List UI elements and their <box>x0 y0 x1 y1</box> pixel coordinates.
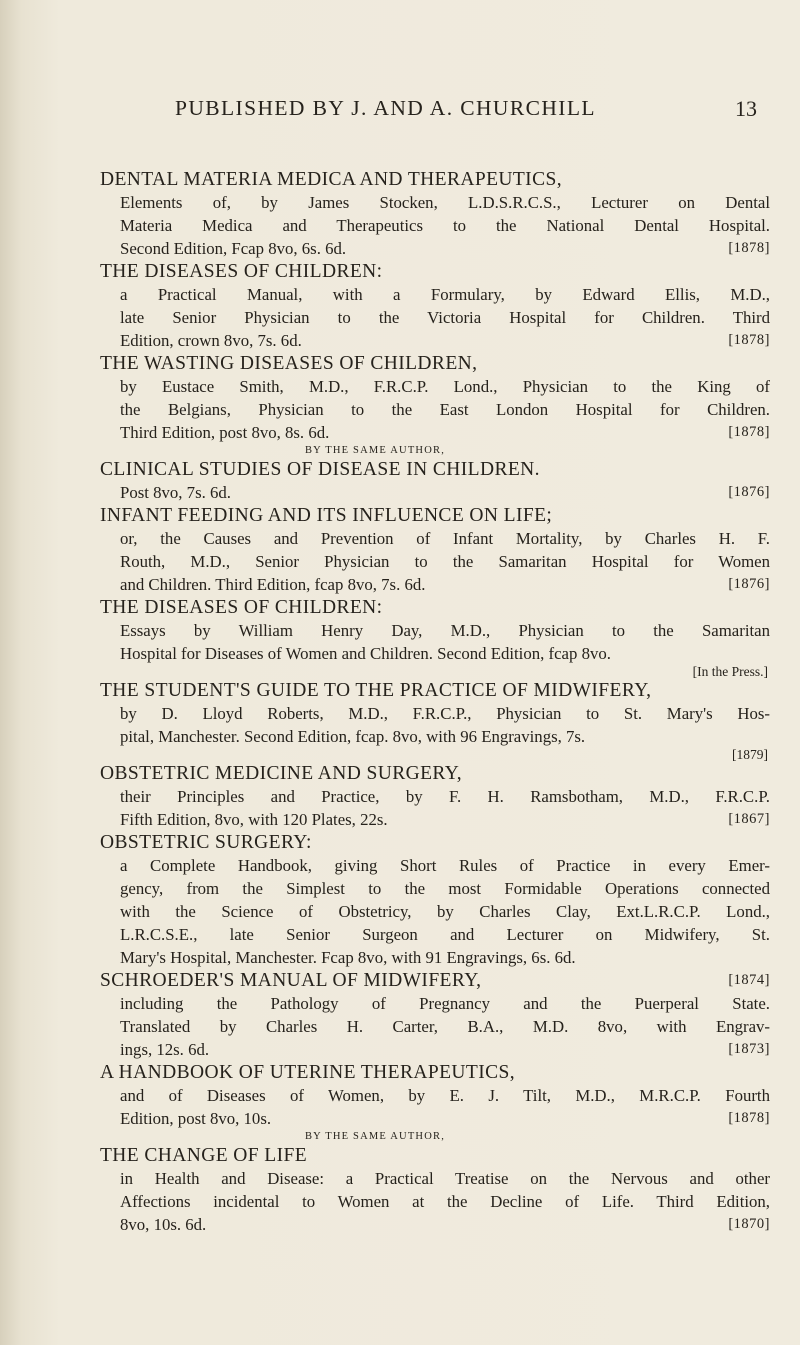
entry-line <box>100 725 770 748</box>
entry-line <box>100 191 770 214</box>
entry-line-text: a Practical Manual, with a Formulary, by Edward Ellis, M.D., <box>120 285 770 304</box>
entry-line <box>100 1015 770 1038</box>
entry-title <box>100 458 770 481</box>
entry-title <box>100 1061 770 1084</box>
entry-line-text: gency, from the Simplest to the most Formidable Operations connected <box>120 879 770 898</box>
entry-line <box>100 375 770 398</box>
entry-title <box>100 1144 770 1167</box>
entry-line-text: and of Diseases of Women, by E. J. Tilt, M.D., M.R.C.P. Fourth <box>120 1086 770 1105</box>
entry-title-text: THE STUDENT'S GUIDE TO THE PRACTICE OF MIDWIFERY, <box>100 680 652 701</box>
entry-line-text: Post 8vo, 7s. 6d. <box>120 483 231 502</box>
entry-line <box>100 237 770 260</box>
entry-title <box>100 831 770 854</box>
entry-line-text: Edition, crown 8vo, 7s. 6d. <box>120 331 302 350</box>
catalogue-entry <box>100 1130 770 1236</box>
publication-date: [1878] <box>728 332 770 348</box>
entry-line <box>100 992 770 1015</box>
publication-date: [1873] <box>728 1041 770 1057</box>
entry-line <box>100 785 770 808</box>
entry-line-text: Third Edition, post 8vo, 8s. 6d. <box>120 423 330 442</box>
entry-title-text: DENTAL MATERIA MEDICA AND THERAPEUTICS, <box>100 169 563 190</box>
publication-date: [1878] <box>728 1110 770 1126</box>
catalogue-entry <box>100 168 770 260</box>
entry-line <box>100 619 770 642</box>
entry-line-text: Second Edition, Fcap 8vo, 6s. 6d. <box>120 239 347 258</box>
catalogue-entry <box>100 596 770 679</box>
entry-line <box>100 900 770 923</box>
entry-title-text: OBSTETRIC SURGERY: <box>100 832 312 853</box>
catalogue-entry <box>100 969 770 1061</box>
page-number: 13 <box>735 96 757 121</box>
entry-title-text: OBSTETRIC MEDICINE AND SURGERY, <box>100 763 462 784</box>
entry-line <box>100 421 770 444</box>
entry-title-text: A HANDBOOK OF UTERINE THERAPEUTICS, <box>100 1062 516 1083</box>
publication-date: [In the Press.] <box>692 665 768 679</box>
entry-line <box>100 642 770 665</box>
entry-line-text: by D. Lloyd Roberts, M.D., F.R.C.P., Physician to St. Mary's Hos- <box>120 704 770 723</box>
entry-line-text: Translated by Charles H. Carter, B.A., M.D. 8vo, with Engrav- <box>120 1017 770 1036</box>
entry-title <box>100 969 770 992</box>
entry-line-text: and Children. Third Edition, fcap 8vo, 7s. 6d. <box>120 575 426 594</box>
entry-title-text: THE DISEASES OF CHILDREN: <box>100 597 383 618</box>
entry-line <box>100 1167 770 1190</box>
entry-title <box>100 596 770 619</box>
entry-title-text: THE WASTING DISEASES OF CHILDREN, <box>100 353 478 374</box>
entry-line-text: a Complete Handbook, giving Short Rules of Practice in every Emer- <box>120 856 770 875</box>
entry-title-text: SCHROEDER'S MANUAL OF MIDWIFERY, <box>100 970 482 991</box>
publication-date: [1878] <box>728 424 770 440</box>
entry-line <box>100 1190 770 1213</box>
entry-line <box>100 702 770 725</box>
publication-date: [1879] <box>732 748 768 762</box>
entry-line-text: or, the Causes and Prevention of Infant Mortality, by Charles H. F. <box>120 529 770 548</box>
entry-line <box>100 329 770 352</box>
catalogue-entry <box>100 1061 770 1130</box>
catalogue-entry <box>100 762 770 831</box>
entry-line-text: with the Science of Obstetricy, by Charles Clay, Ext.L.R.C.P. Lond., <box>120 902 770 921</box>
entry-line-text: Essays by William Henry Day, M.D., Physician to the Samaritan <box>120 621 770 640</box>
entry-line-text: Elements of, by James Stocken, L.D.S.R.C.S., Lecturer on Dental <box>120 193 770 212</box>
entry-line <box>100 808 770 831</box>
entry-title <box>100 679 770 702</box>
entry-line-text: in Health and Disease: a Practical Treatise on the Nervous and other <box>120 1169 770 1188</box>
running-head <box>0 96 800 136</box>
catalogue-entry <box>100 831 770 969</box>
entry-line-text: L.R.C.S.E., late Senior Surgeon and Lecturer on Midwifery, St. <box>120 925 770 944</box>
publication-date: [1874] <box>728 972 770 988</box>
entry-line <box>100 527 770 550</box>
entry-line <box>100 1038 770 1061</box>
entry-line-text: pital, Manchester. Second Edition, fcap. 8vo, with 96 Engravings, 7s. <box>120 727 586 746</box>
entry-title <box>100 168 770 191</box>
entry-title-text: CLINICAL STUDIES OF DISEASE IN CHILDREN. <box>100 459 540 480</box>
entry-line <box>100 306 770 329</box>
same-author-note: BY THE SAME AUTHOR, <box>304 1131 446 1142</box>
catalogue-entry <box>100 352 770 444</box>
entry-title <box>100 260 770 283</box>
entry-line <box>100 877 770 900</box>
entry-line-text: Mary's Hospital, Manchester. Fcap 8vo, with 91 Engravings, 6s. 6d. <box>120 948 576 967</box>
entry-line <box>100 481 770 504</box>
entry-line-text: Fifth Edition, 8vo, with 120 Plates, 22s. <box>120 810 388 829</box>
entry-line-text: their Principles and Practice, by F. H. Ramsbotham, M.D., F.R.C.P. <box>120 787 770 806</box>
entry-line <box>100 1213 770 1236</box>
entry-line <box>100 550 770 573</box>
entry-line-text: Hospital for Diseases of Women and Children. Second Edition, fcap 8vo. <box>120 644 611 663</box>
entry-line <box>100 946 770 969</box>
entry-line <box>100 923 770 946</box>
entry-line-text: the Belgians, Physician to the East London Hospital for Children. <box>120 400 770 419</box>
entry-line <box>100 854 770 877</box>
entry-line <box>100 1107 770 1130</box>
entry-line <box>100 214 770 237</box>
entry-line <box>100 1084 770 1107</box>
catalogue-entry <box>100 679 770 762</box>
entry-line <box>100 283 770 306</box>
entry-line-text: Materia Medica and Therapeutics to the National Dental Hospital. <box>120 216 770 235</box>
entry-title-text: THE CHANGE OF LIFE <box>100 1145 308 1166</box>
entry-line-text: 8vo, 10s. 6d. <box>120 1215 207 1234</box>
entry-line <box>100 398 770 421</box>
catalogue-entry <box>100 260 770 352</box>
running-head-title: PUBLISHED BY J. AND A. CHURCHILL <box>175 96 596 120</box>
entry-line-text: ings, 12s. 6d. <box>120 1040 210 1059</box>
entry-line-text: Affections incidental to Women at the Decline of Life. Third Edition, <box>120 1192 770 1211</box>
same-author-note: BY THE SAME AUTHOR, <box>304 445 446 456</box>
entry-line-text: late Senior Physician to the Victoria Hospital for Children. Third <box>120 308 770 327</box>
entry-title-text: INFANT FEEDING AND ITS INFLUENCE ON LIFE; <box>100 505 553 526</box>
catalogue-entry <box>100 504 770 596</box>
entry-line-text: Edition, post 8vo, 10s. <box>120 1109 272 1128</box>
entry-line-text: including the Pathology of Pregnancy and the Puerperal State. <box>120 994 770 1013</box>
catalogue-entries <box>100 168 770 1236</box>
publication-date: [1870] <box>728 1216 770 1232</box>
publication-date: [1867] <box>728 811 770 827</box>
catalogue-entry <box>100 444 770 504</box>
entry-title <box>100 352 770 375</box>
entry-line-text: by Eustace Smith, M.D., F.R.C.P. Lond., Physician to the King of <box>120 377 770 396</box>
entry-title <box>100 504 770 527</box>
publication-date: [1878] <box>728 240 770 256</box>
entry-title-text: THE DISEASES OF CHILDREN: <box>100 261 383 282</box>
entry-line-text: Routh, M.D., Senior Physician to the Samaritan Hospital for Women <box>120 552 770 571</box>
publication-date: [1876] <box>728 484 770 500</box>
entry-title <box>100 762 770 785</box>
entry-line <box>100 573 770 596</box>
publication-date: [1876] <box>728 576 770 592</box>
